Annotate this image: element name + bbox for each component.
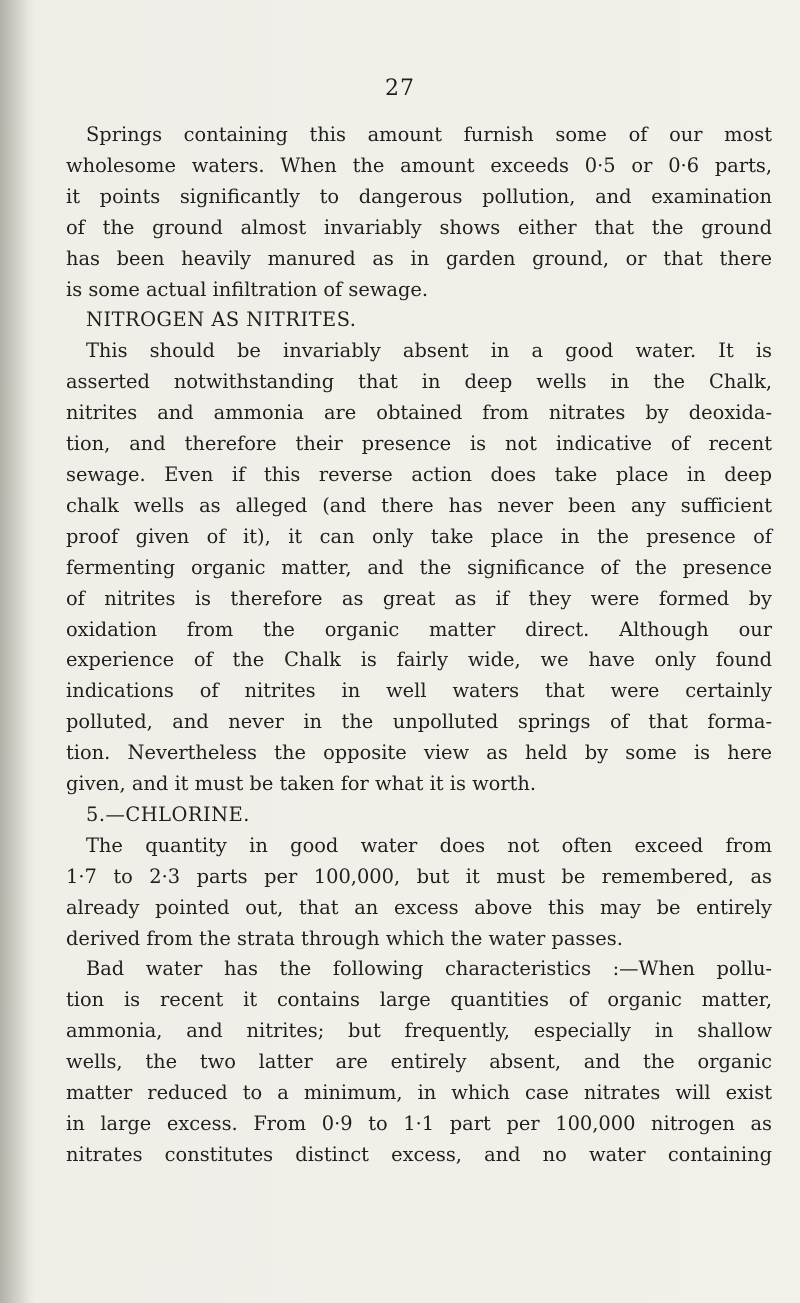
- text-line: indications of nitrites in well waters that were certainly: [66, 679, 772, 703]
- text-line: of nitrites is therefore as great as if they were formed by: [66, 586, 772, 610]
- text-line: ammonia, and nitrites; but frequently, especially in shallow: [66, 1019, 772, 1043]
- text-line: oxidation from the organic matter direct. Although our: [66, 617, 772, 641]
- text-line: given, and it must be taken for what it is worth.: [66, 772, 537, 796]
- text-line: it points significantly to dangerous pollution, and examination: [66, 184, 772, 208]
- text-line: matter reduced to a minimum, in which case nitrates will exist: [66, 1081, 772, 1105]
- text-line: has been heavily manured as in garden ground, or that there: [66, 246, 772, 270]
- section-heading-nitrites: NITROGEN AS NITRITES.: [86, 308, 357, 332]
- text-line: This should be invariably absent in a good water. It is: [86, 339, 772, 363]
- text-line: Bad water has the following characteristics :—When pollu-: [86, 957, 772, 981]
- text-line: tion. Nevertheless the opposite view as held by some is here: [66, 741, 772, 765]
- text-line: proof given of it), it can only take place in the presence of: [66, 524, 772, 548]
- text-line: sewage. Even if this reverse action does take place in deep: [66, 462, 772, 486]
- text-line: derived from the strata through which the water passes.: [66, 926, 623, 950]
- text-line: nitrites and ammonia are obtained from nitrates by deoxida-: [66, 401, 772, 425]
- text-line: nitrates constitutes distinct excess, and no water containing: [66, 1142, 772, 1166]
- text-line: in large excess. From 0·9 to 1·1 part per 100,000 nitrogen as: [66, 1112, 772, 1135]
- binding-shadow: [0, 0, 34, 1303]
- text-line: fermenting organic matter, and the significance of the presence: [66, 555, 772, 579]
- text-line: of the ground almost invariably shows either that the ground: [66, 215, 772, 239]
- text-line: wholesome waters. When the amount exceeds 0·5 or 0·6 parts,: [66, 153, 772, 177]
- text-line: chalk wells as alleged (and there has never been any sufficient: [66, 493, 772, 517]
- text-line: tion, and therefore their presence is not indicative of recent: [66, 432, 772, 456]
- section-heading-chlorine: 5.—CHLORINE.: [86, 802, 250, 826]
- text-line: experience of the Chalk is fairly wide, we have only found: [66, 648, 772, 672]
- text-line: The quantity in good water does not often exceed from: [86, 833, 772, 857]
- text-line: wells, the two latter are entirely absent, and the organic: [66, 1050, 772, 1074]
- text-line: polluted, and never in the unpolluted springs of that forma-: [66, 710, 772, 734]
- text-line: 1·7 to 2·3 parts per 100,000, but it must be remembered, as: [66, 864, 772, 888]
- text-line: already pointed out, that an excess above this may be entirely: [66, 895, 772, 919]
- page-number: 27: [385, 76, 415, 101]
- body-text: [66, 120, 772, 1171]
- text-line: tion is recent it contains large quantities of organic matter,: [66, 988, 772, 1012]
- text-line: Springs containing this amount furnish some of our most: [86, 123, 772, 146]
- text-line: asserted notwithstanding that in deep wells in the Chalk,: [66, 370, 772, 394]
- text-line: is some actual infiltration of sewage.: [66, 277, 429, 301]
